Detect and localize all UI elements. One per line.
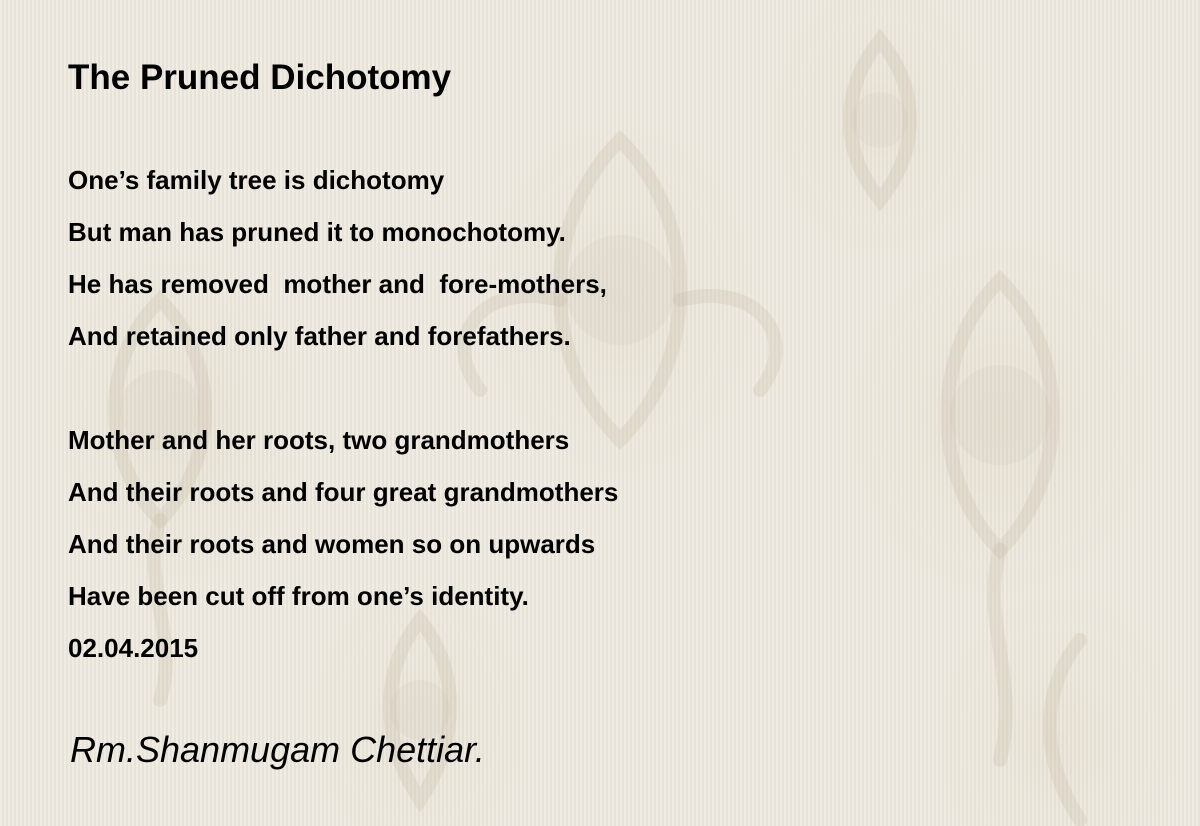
stanza-2: [68, 414, 1068, 622]
poem-line: Have been cut off from one’s identity.: [68, 581, 529, 611]
author-signature: Rm.Shanmugam Chettiar.: [70, 729, 485, 770]
poem-line: And retained only father and forefathers.: [68, 321, 571, 351]
poem-body: [68, 154, 1068, 674]
poem-date: 02.04.2015: [68, 633, 199, 663]
poem-line: And their roots and four great grandmothers: [68, 477, 619, 507]
poem-line: But man has pruned it to monochotomy.: [68, 217, 566, 247]
stanza-break: [68, 362, 1068, 414]
poem-line: He has removed mother and fore-mothers,: [68, 269, 607, 299]
poem-title: The Pruned Dichotomy: [68, 58, 452, 97]
stanza-1: [68, 154, 1068, 362]
poem-line: Mother and her roots, two grandmothers: [68, 425, 570, 455]
poem-line: And their roots and women so on upwards: [68, 529, 596, 559]
poem-line: One’s family tree is dichotomy: [68, 165, 445, 195]
